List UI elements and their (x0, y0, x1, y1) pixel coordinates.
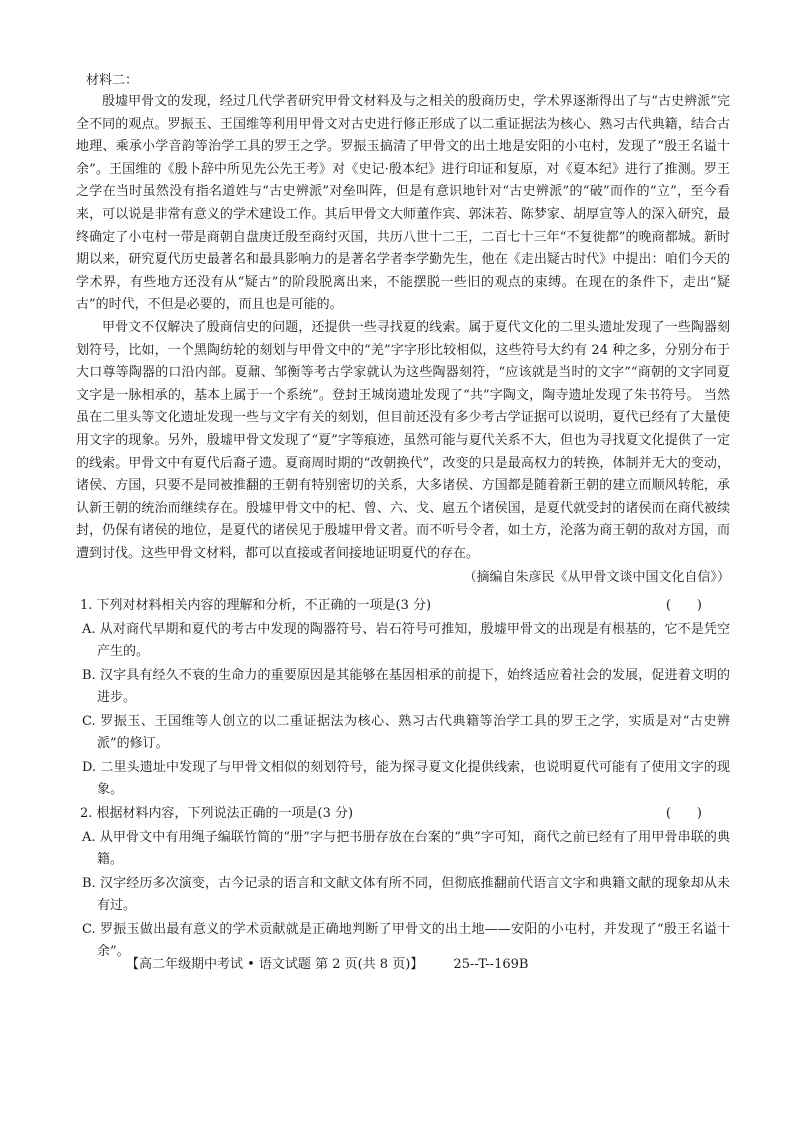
option-b: B. 汉字经历多次演变，古今记录的语言和文献文体有所不同，但彻底推翻前代语言文字和典籍文献的现象却从未有过。 (82, 876, 730, 914)
question-stem (80, 595, 730, 617)
exam-page-content (76, 70, 730, 965)
option-a: A. 从甲骨文中有用绳子编联竹简的“册”字与把书册存放在台案的“典”字可知，商代之前已经有了用甲骨串联的典籍。 (82, 830, 730, 868)
question-2 (76, 803, 730, 963)
answer-blank: ( ) (665, 598, 702, 614)
footer-code: 25--T--169B (453, 957, 529, 972)
page-footer (126, 953, 528, 972)
question-stem (80, 803, 730, 825)
option-a: A. 从对商代早期和夏代的考古中发现的陶器符号、岩石符号可推知，殷墟甲骨文的出现是有根基的，它不是凭空产生的。 (82, 622, 730, 660)
footer-text: 【高二年级期中考试 • 语文试题 第 2 页(共 8 页)】 (126, 957, 424, 972)
material-paragraph-2: 甲骨文不仅解决了殷商信史的问题，还提供一些寻找夏的线索。属于夏代文化的二里头遗址发现了一些陶器刻划符号，比如，一个黑陶纺轮的刻划与甲骨文中的“羌”字字形比较相似，这些符号大约有 24 种之多，分别分布于大口尊等陶器的口沿内部。夏鼐、邹衡等考古学家就认为这些陶器刻符，“应该就是当时的文字”“商朝的文字同夏文字是一脉相承的，基本上属于一个系统”。登封王城岗遗址发现了“共”字陶文，陶寺遗址发现了朱书符号。 当然虽在二里头等文化遗址发现一些与文字有关的刻划，但目前还没有多少考古学证据可以说明，夏代已经有了大量使用文字的现象。另外，殷墟甲骨文发现了“夏”字等痕迹，虽然可能与夏代关系不大，但也为寻找夏文化提供了一定的线索。甲骨文中有夏代后裔孑遗。夏商周时期的“改朝换代”，改变的只是最高权力的转换，体制并无大的变动，诸侯、方国，只要不是同被推翻的王朝有特别密切的关系，大多诸侯、方国都是随着新王朝的建立而顺风转舵，承认新王朝的统治而继续存在。殷墟甲骨文中的杞、曾、六、戈、扈五个诸侯国，是夏代就受封的诸侯而在商代被续封，仍保有诸侯的地位，是夏代的诸侯见于殷墟甲骨文者。而不听号令者，如土方，沦落为商王朝的敌对方国，而遭到讨伐。这些甲骨文材料，都可以直接或者间接地证明夏代的存在。 (76, 319, 730, 561)
question-stem-text: 2. 根据材料内容，下列说法正确的一项是(3 分) (80, 806, 354, 822)
option-d: D. 二里头遗址中发现了与甲骨文相似的刻划符号，能为探寻夏文化提供线索，也说明夏代可能有了使用文字的现象。 (82, 760, 730, 798)
material-paragraph-1: 殷墟甲骨文的发现，经过几代学者研究甲骨文材料及与之相关的殷商历史，学术界逐渐得出了与“古史辨派”完全不同的观点。罗振玉、王国维等利用甲骨文对古史进行修正形成了以二重证据法为核心、熟习古代典籍，结合古地理、乘承小学音韵等治学工具的罗王之学。罗振玉搞清了甲骨文的出土地是安阳的小屯村，发现了“殷王名谥十余”。王国维的《殷卜辞中所见先公先王考》对《史记·殷本纪》进行印证和复原，对《夏本纪》进行了推测。罗王之学在当时虽然没有指名道姓与“古史辨派”对垒叫阵，但是有意识地针对“古史辨派”的“破”而作的“立”，至今看来，可以说是非常有意义的学术建设工作。其后甲骨文大师董作宾、郭沫若、陈梦家、胡厚宣等人的深入研究，最终确定了小屯村一带是商朝自盘庚迁殷至商纣灭国，共历八世十二王，二百七十三年“不复徙都”的晚商都城。新时期以来，研究夏代历史最著名和最具影响力的是著名学者李学勤先生，他在《走出疑古时代》中提出：咱们今天的学术界，有些地方还没有从“疑古”的阶段脱离出来，不能摆脱一些旧的观点的束缚。在现在的条件下，走出“疑古”的时代，不但是必要的，而且也是可能的。 (76, 94, 730, 313)
material-source: （摘编自朱彦民《从甲骨文谈中国文化自信》） (463, 570, 730, 586)
option-c: C. 罗振玉做出最有意义的学术贡献就是正确地判断了甲骨文的出土地——安阳的小屯村，并发现了“殷王名谥十余”。 (82, 922, 730, 960)
option-b: B. 汉字具有经久不衰的生命力的重要原因是其能够在基因相承的前提下，始终适应着社会的发展，促进着文明的进步。 (82, 668, 730, 706)
question-1 (76, 595, 730, 801)
material-label: 材料二： (86, 73, 139, 88)
option-c: C. 罗振玉、王国维等人创立的以二重证据法为核心、熟习古代典籍等治学工具的罗王之学，实质是对“古史辨派”的修订。 (82, 714, 730, 752)
answer-blank: ( ) (665, 806, 702, 822)
question-stem-text: 1. 下列对材料相关内容的理解和分析，不正确的一项是(3 分) (80, 598, 432, 614)
